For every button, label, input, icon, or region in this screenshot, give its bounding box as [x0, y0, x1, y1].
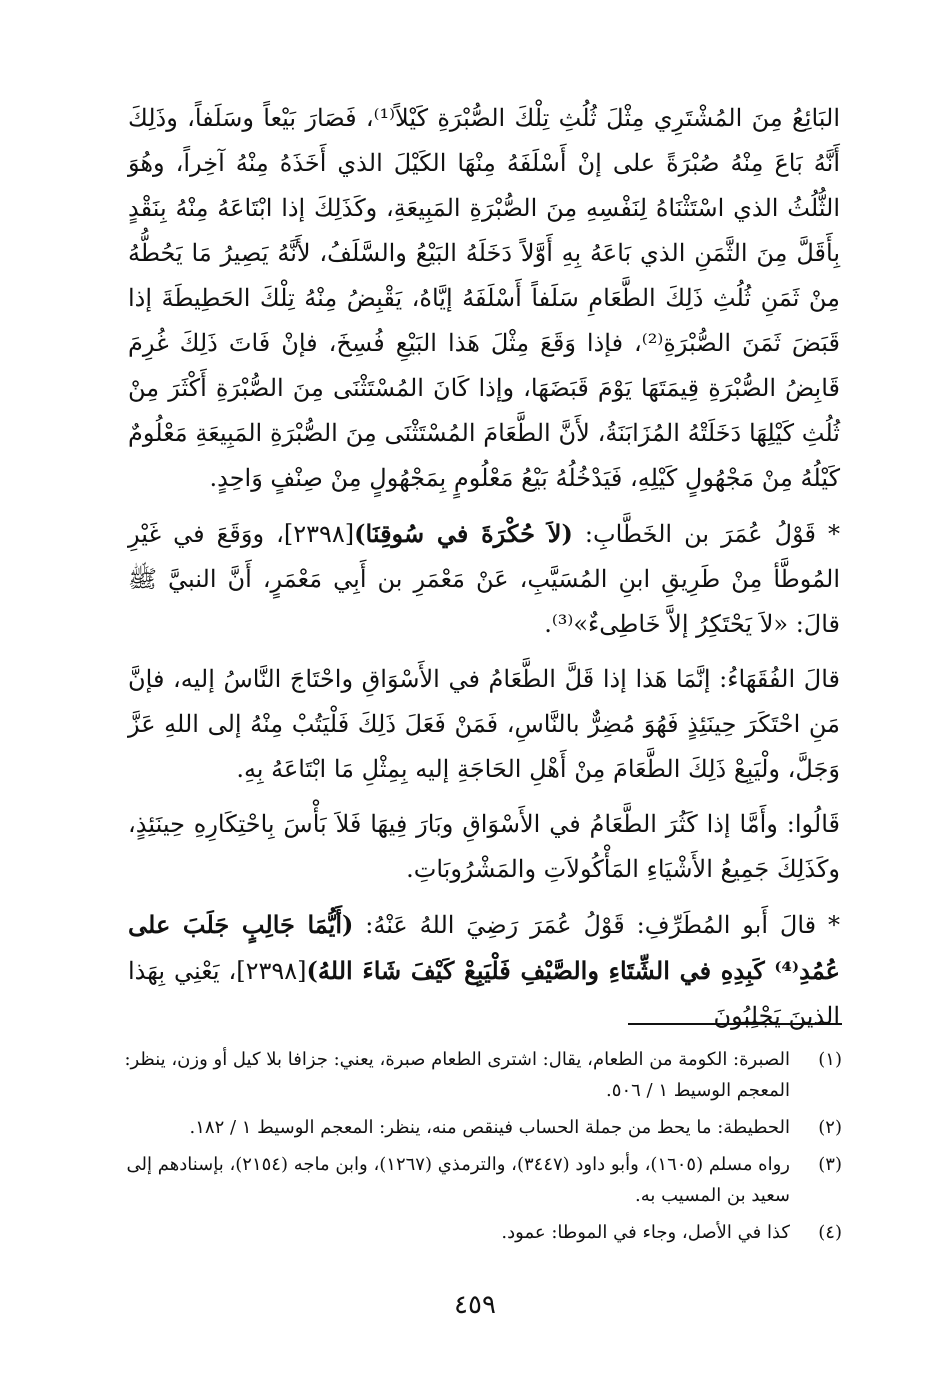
paragraph-abu-mutarrif: [128, 902, 840, 1039]
footnote-text: كذا في الأصل، وجاء في الموطا: عمود.: [501, 1222, 790, 1243]
page-number: ٤٥٩: [454, 1290, 496, 1320]
quoted-saying: (لاَ حُكْرَةَ في سُوقِنَا): [354, 519, 573, 548]
footnote-number: (١): [818, 1049, 842, 1070]
footnote-number: (٢): [818, 1117, 842, 1138]
footnote-text: رواه مسلم (١٦٠٥)، وأبو داود (٣٤٤٧)، والترمذي (١٢٦٧)، وابن ماجه (٢١٥٤)، بإسنادهم إلى سعيد بن المسيب به.: [126, 1154, 790, 1206]
paragraph-rest: [٢٣٩٨]، يَعْنِي بِهَذا الذينَ يَجْلِبُونَ: [128, 957, 840, 1030]
footnote: [120, 1112, 842, 1143]
footnote-number: (٣): [818, 1154, 842, 1175]
paragraph-abundance: قَالُوا: وأَمَّا إذا كَثُرَ الطَّعَامُ في الأَسْوَاقِ وبَارَ فِيهَا فَلاَ بَأْسَ بِاحْتِكَارِهِ حِينَئِذٍ، وكَذَلِكَ جَمِيعُ الأَشْيَاءِ المَأْكُولاَتِ والمَشْرُوبَاتِ.: [128, 810, 840, 883]
paragraph-jurists: قالَ الفُقَهَاءُ: إنَّمَا هَذا إذا قَلَّ الطَّعَامُ في الأَسْوَاقِ واحْتَاجَ النَّاسُ إليه، فإنَّ مَنِ احْتَكَرَ حِينَئِذٍ فَهُوَ مُضِرٌّ بالنَّاسِ، فَمَنْ فَعَلَ ذَلِكَ فَلْيَتُبْ مِنْهُ إلى اللهِ عَزَّ وَجَلَّ، ولْيَبِعْ ذَلِكَ الطَّعَامَ مِنْ أَهْلِ الحَاجَةِ إليه بِمِثْلِ مَا ابْتَاعَهُ بِهِ.: [128, 665, 840, 783]
paragraph-intro: * قالَ أَبو المُطَرِّفِ: قَوْلُ عُمَرَ رَضِيَ اللهُ عَنْهُ:: [353, 911, 841, 939]
footnote: [120, 1149, 842, 1211]
footnote: [120, 1217, 842, 1248]
paragraph-rest: [٢٣٩٨]، ووَقَعَ في غَيْرِ المُوطَّأ مِنْ طَرِيقِ ابنِ المُسَيَّبِ، عَنْ مَعْمَرِ بن أَبِي مَعْمَرٍ، أَنَّ النبيَّ ﷺ قالَ: «لاَ يَحْتَكِرُ إلاَّ خَاطِىءٌ»⁽³⁾.: [128, 520, 840, 638]
footnote-text: الحطيطة: ما يحط من جملة الحساب فينقص منه، ينظر: المعجم الوسيط ١ / ١٨٢.: [189, 1117, 790, 1138]
footnotes: [120, 1044, 842, 1254]
paragraph-umar-hoarding: [128, 511, 840, 647]
paragraph-sale-and-loan: البَائِعُ مِنَ المُشْتَرِي مِثْلَ ثُلُثِ تِلْكَ الصُّبْرَةِ كَيْلاً⁽¹⁾، فَصَارَ بَيْعاً وسَلَفاً، وذَلِكَ أَنَّهُ بَاعَ مِنْهُ صُبْرَةً على إنْ أَسْلَفَهُ مِنْهَا الكَيْلَ الذي أَخَذَهُ مِنْهُ آخِراً، وهُوَ الثُّلُثُ الذي اسْتَثْنَاهُ لِنَفْسِهِ مِنَ الصُّبْرَةِ المَبِيعَةِ، وكَذَلِكَ إذا ابْتَاعَهُ مِنْهُ بِنَقْدٍ بِأَقَلَّ مِنَ الثَّمَنِ الذي بَاعَهُ بِهِ أَوَّلاً دَخَلَهُ البَيْعُ والسَّلَفُ، لأَنَّهُ يَصِيرُ مَا يَحُطُّهُ مِنْ ثَمَنِ ثُلُثِ ذَلِكَ الطَّعَامِ سَلَفاً أَسْلَفَهُ إيَّاهُ، يَقْبِضُ مِنْهُ تِلْكَ الحَطِيطَةَ إذا قَبَضَ ثَمَنَ الصُّبْرَةِ⁽²⁾، فإذا وَقَعَ مِثْلَ هَذا البَيْعِ فُسِخَ، فإنْ فَاتَ ذَلِكَ غُرِمَ قَابِضُ الصُّبْرَةِ قِيمَتَهَا يَوْمَ قَبَضَهَا، وإذا كَانَ المُسْتَثْنَى مِنَ الصُّبْرَةِ أَكْثَرَ مِنْ ثُلُثِ كَيْلِهَا دَخَلَتْهُ المُزَابَنَةُ، لأَنَّ الطَّعَامَ المُسْتَثْنَى مِنَ الصُّبْرَةِ المَبِيعَةِ مَعْلُومٌ كَيْلُهُ مِنْ مَجْهُولٍ كَيْلِهِ، فَيَدْخُلُهُ بَيْعُ مَعْلُومٍ بِمَجْهُولٍ مِنْ صِنْفٍ وَاحِدٍ.: [128, 104, 840, 492]
footnote-separator: [628, 1023, 842, 1025]
main-text: [128, 96, 840, 1039]
paragraph-intro: * قَوْلُ عُمَرَ بن الخَطَّابِ:: [572, 520, 841, 548]
footnote-number: (٤): [818, 1222, 842, 1243]
footnote: [120, 1044, 842, 1106]
quoted-saying: (أَيُّمَا جَالِبٍ جَلَبَ على عُمُدِ⁽⁴⁾ كَبِدِهِ في الشِّتَاءِ والصَّيْفِ فَلْيَبِعْ كَيْفَ شَاءَ اللهُ): [128, 910, 840, 985]
footnote-text: الصبرة: الكومة من الطعام، يقال: اشترى الطعام صبرة، يعني: جزافا بلا كيل أو وزن، ينظر: المعجم الوسيط ١ / ٥٠٦.: [124, 1049, 790, 1101]
